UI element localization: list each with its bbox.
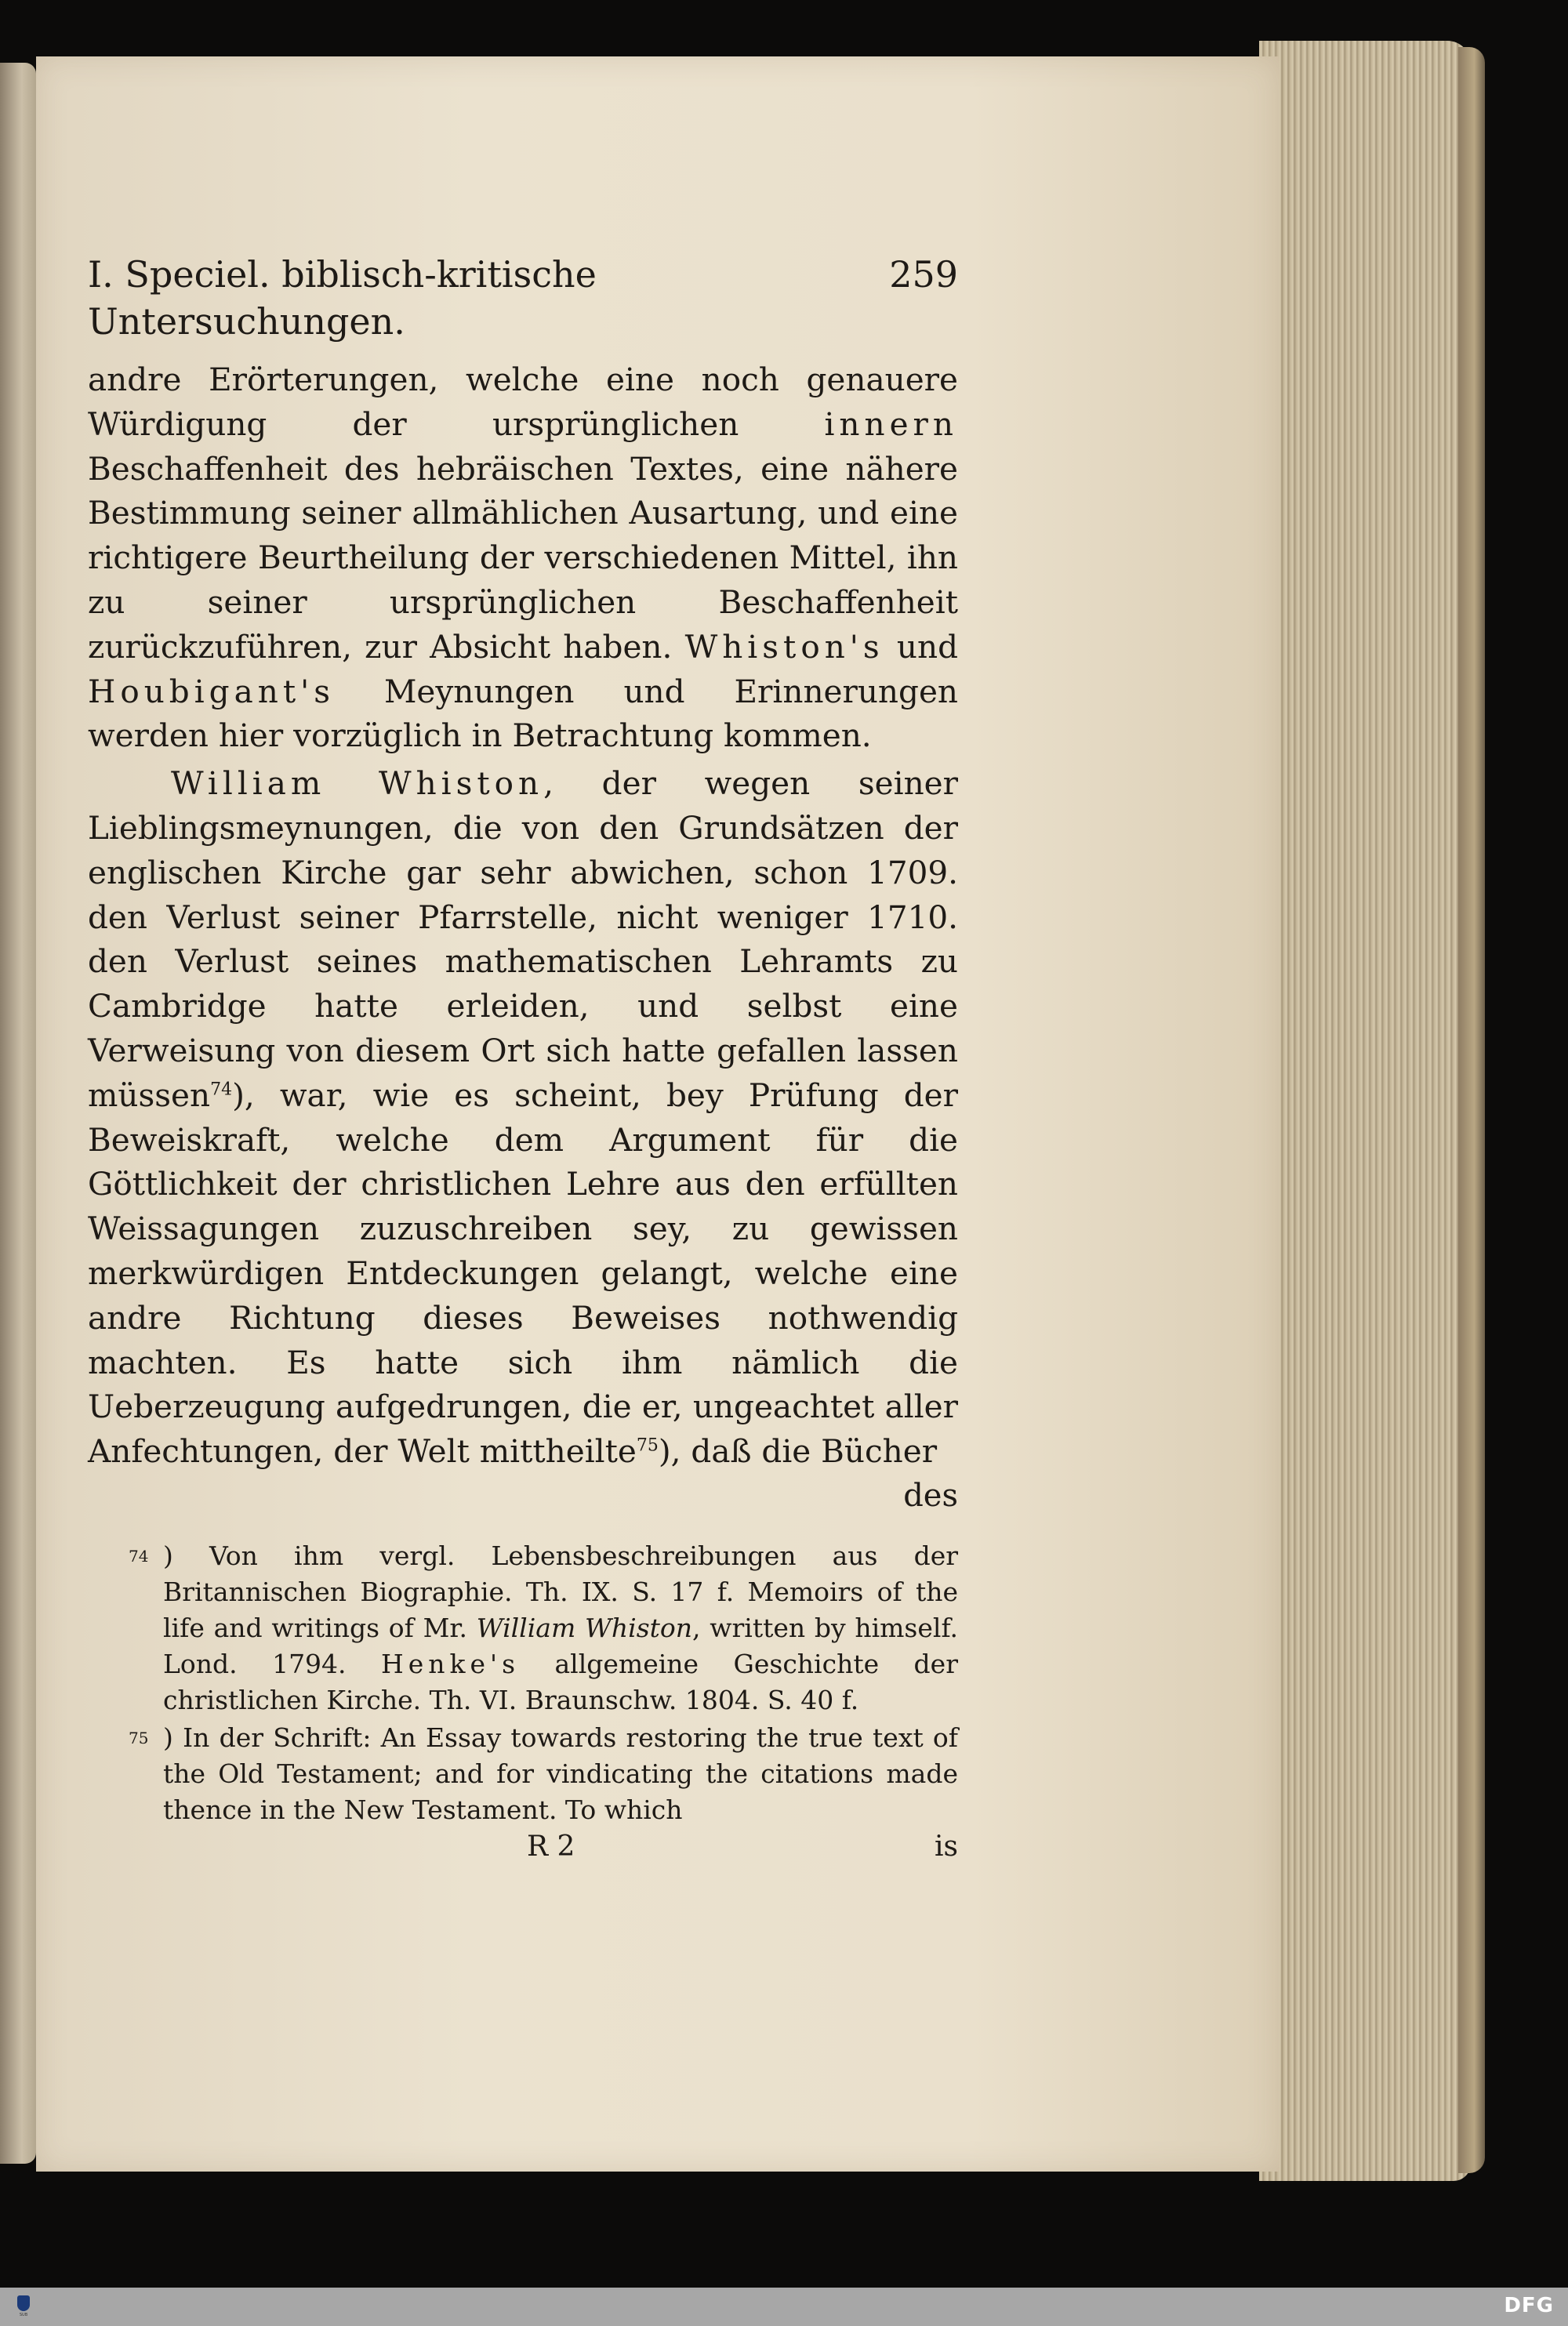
emphasized-name: Houbigant's: [88, 672, 336, 710]
library-logo-icon: [17, 2295, 30, 2311]
body-text: [88, 357, 958, 1474]
running-head-title: I. Speciel. biblisch-kritische Untersuchungen.: [88, 253, 597, 343]
body-paragraph: [88, 357, 958, 758]
text-run: ) In der Schrift: An Essay towards restoring the true text of the Old Testament; and for vindicating the citations made thence in the New Testament. To which: [163, 1722, 958, 1825]
text-run: Beschaffenheit des hebräischen Textes, eine nähere Bestimmung seiner allmählichen Ausartung, und eine richtigere Beurtheilung der verschiedenen Mittel, ihn zu seiner ursprünglichen Beschaffenheit zurückzuführen, zur Absicht haben.: [88, 449, 958, 666]
text-run: , der wegen seiner Lieblingsmeynungen, die von den Grundsätzen der englischen Kirche gar sehr abwichen, schon 1709. den Verlust seiner Pfarrstelle, nicht weniger 1710. den Verlust seines mathematischen Lehramts zu Cambridge hatte erleiden, und selbst eine Verweisung von diesem Ort sich hatte gefallen lassen müssen: [88, 764, 958, 1114]
emphasized-name: Whiston's: [684, 627, 884, 666]
text-run: ), war, wie es scheint, bey Prüfung der Beweiskraft, welche dem Argument für die Göttlichkeit der christlichen Lehre aus den erfüllten Weissagungen zuzuschreiben sey, zu gewissen merkwürdigen Entdeckungen gelangt, welche eine andre Richtung dieses Beweises nothwendig machten. Es hatte sich ihm nämlich die Ueberzeugung aufgedrungen, die er, ungeachtet aller Anfechtungen, der Welt mittheilte: [88, 1076, 958, 1471]
footnote: [88, 1538, 958, 1718]
footnote-reference: 75: [636, 1435, 659, 1456]
footnote: [88, 1720, 958, 1828]
viewer-footer-strip: [0, 2288, 1568, 2326]
book-cover-edge: [1458, 47, 1485, 2173]
text-run: , written by himself. Lond. 1794.: [163, 1612, 958, 1679]
emphasized-name: Henke's: [380, 1648, 521, 1679]
page-number: 259: [889, 253, 958, 296]
page-block-edges: [1259, 41, 1471, 2181]
catchword: des: [903, 1477, 958, 1514]
text-run: ), daß die Bücher: [658, 1432, 938, 1471]
footnote-mark: [129, 1538, 148, 1580]
text-run: andre Erörterungen, welche eine noch genauere Würdigung der ursprünglichen: [88, 361, 958, 443]
text-run: Meynungen und Erinnerungen werden hier vorzüglich in Betrachtung kommen.: [88, 672, 958, 755]
dfg-logo: DFG: [1504, 2294, 1554, 2317]
emphasized-name: William Whiston: [171, 764, 544, 803]
italic-name: William Whiston: [476, 1612, 693, 1643]
footnote-catchword: is: [935, 1830, 958, 1863]
footnotes: [88, 1538, 958, 1828]
previous-page-edge: [0, 63, 36, 2164]
text-run: ) Von ihm vergl. Lebensbeschreibungen aus der Britannischen Biographie. Th. IX. S. 17 f. Memoirs of the life and writings of Mr.: [163, 1540, 958, 1643]
signature-line: [88, 1830, 958, 1864]
footnote-reference: 74: [210, 1080, 233, 1100]
page-text-block: [88, 251, 958, 1864]
library-logo-text: SUB: [19, 2313, 28, 2317]
emphasized-name: innern: [824, 405, 958, 443]
library-logo: [6, 2291, 41, 2322]
footnote-mark: [129, 1720, 148, 1762]
body-paragraph: [88, 761, 958, 1474]
text-run: allgemeine Geschichte der christlichen Kirche. Th. VI. Braunschw. 1804. S. 40 f.: [163, 1648, 958, 1715]
footnote-number: 74: [129, 1546, 149, 1566]
footnote-number: 75: [129, 1728, 149, 1747]
text-run: und: [884, 627, 959, 666]
signature-mark: R 2: [527, 1830, 575, 1863]
running-head: [88, 251, 958, 345]
